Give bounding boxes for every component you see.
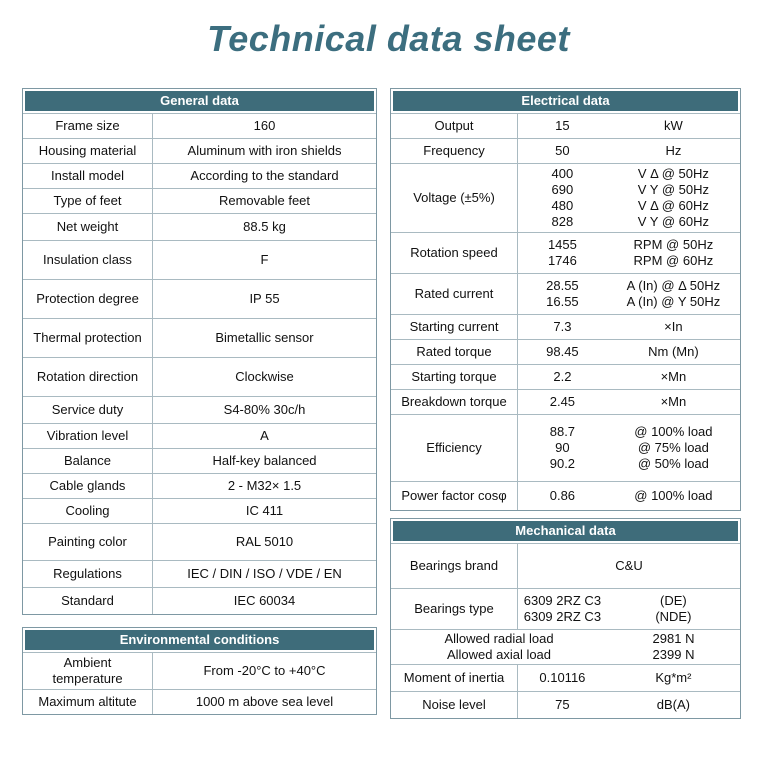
row-label: Starting torque <box>391 365 518 389</box>
row-units <box>607 593 740 625</box>
row-value-unit-group <box>518 415 740 481</box>
row-label: Voltage (±5%) <box>391 164 518 232</box>
row-value: According to the standard <box>190 168 339 183</box>
row-value: IP 55 <box>249 291 280 306</box>
row-label: Breakdown torque <box>391 390 518 414</box>
row-label: Output <box>391 114 518 138</box>
row-values <box>518 369 607 385</box>
table-row <box>391 389 740 414</box>
row-units-line: A (In) @ Y 50Hz <box>626 294 721 309</box>
row-units <box>607 369 740 385</box>
electrical-data-table <box>390 88 741 511</box>
page-title: Technical data sheet <box>207 18 570 59</box>
row-values-line: 480 <box>551 198 574 213</box>
row-values <box>518 488 607 504</box>
row-values <box>518 344 607 360</box>
row-label: Rated current <box>391 274 518 314</box>
row-units <box>607 670 740 686</box>
row-label: Net weight <box>23 214 153 240</box>
row-units <box>607 118 740 134</box>
row-values-line: 28.55 <box>546 278 579 293</box>
row-values-line: 1455 <box>547 237 577 252</box>
row-units-line: ×Mn <box>660 369 687 384</box>
table-row <box>391 163 740 232</box>
row-values <box>518 319 607 335</box>
row-values <box>518 593 607 625</box>
row-units-line: @ 50% load <box>637 456 709 471</box>
table-row <box>391 364 740 389</box>
table-row <box>391 664 740 691</box>
row-values-line: 2.2 <box>553 369 572 384</box>
table-row <box>23 560 376 587</box>
row-values-line: 828 <box>551 214 574 229</box>
row-units <box>607 630 740 664</box>
row-value: Aluminum with iron shields <box>187 143 342 158</box>
general-data-table <box>22 88 377 615</box>
table-row <box>23 213 376 240</box>
row-value-unit-group <box>518 233 740 273</box>
table-row <box>23 448 376 473</box>
row-units <box>607 237 740 269</box>
row-merged-labels-line: Allowed radial load <box>444 631 554 646</box>
row-label: Cable glands <box>23 474 153 498</box>
row-units-line: V Δ @ 50Hz <box>637 166 709 181</box>
row-label: Insulation class <box>23 241 153 279</box>
row-values-line: 0.86 <box>549 488 576 503</box>
row-units-line: 2399 N <box>652 647 695 662</box>
row-label: Bearings type <box>391 589 518 629</box>
row-value-unit-group <box>518 589 740 629</box>
row-units-line: @ 100% load <box>634 488 713 503</box>
table-row <box>23 163 376 188</box>
row-label: Regulations <box>23 561 153 587</box>
row-units-line: dB(A) <box>656 697 690 712</box>
row-label: Frame size <box>23 114 153 138</box>
table-row <box>391 113 740 138</box>
row-label: Power factor cosφ <box>391 482 518 510</box>
environmental-table-body <box>23 652 376 714</box>
row-values-line: 16.55 <box>546 294 579 309</box>
row-label: Service duty <box>23 397 153 423</box>
row-units <box>607 424 740 472</box>
row-values-line: 90.2 <box>549 456 576 471</box>
row-units-line: A (In) @ Δ 50Hz <box>626 278 721 293</box>
table-row <box>23 689 376 714</box>
row-values-line: 6309 2RZ C3 <box>523 609 602 624</box>
row-values <box>518 118 607 134</box>
table-row <box>23 652 376 689</box>
row-label: Rated torque <box>391 340 518 364</box>
row-values-line: 7.3 <box>553 319 572 334</box>
row-value-unit-group <box>518 365 740 389</box>
row-units <box>607 697 740 713</box>
row-value-unit-group <box>518 390 740 414</box>
row-units <box>607 166 740 230</box>
table-row <box>23 113 376 138</box>
row-values-line: 400 <box>551 166 574 181</box>
table-row <box>23 240 376 279</box>
row-label: Install model <box>23 164 153 188</box>
row-label: Moment of inertia <box>391 665 518 691</box>
row-label: Vibration level <box>23 424 153 448</box>
row-units <box>607 344 740 360</box>
row-values <box>518 424 607 472</box>
row-value: 88.5 kg <box>243 219 286 234</box>
row-values-line: 15 <box>555 118 570 133</box>
row-value-unit-group <box>518 340 740 364</box>
row-values-line: 1746 <box>547 253 577 268</box>
row-units <box>607 278 740 310</box>
row-value-unit-group <box>518 164 740 232</box>
table-row <box>23 396 376 423</box>
row-units-line: V Y @ 60Hz <box>637 214 710 229</box>
table-row <box>23 587 376 614</box>
row-values-line: 90 <box>555 440 570 455</box>
row-value: From -20°C to +40°C <box>203 663 326 678</box>
electrical-table-body <box>391 113 740 510</box>
row-values <box>518 278 607 310</box>
row-label: Rotation direction <box>23 358 153 396</box>
table-row <box>23 357 376 396</box>
row-values-line: 50 <box>555 143 570 158</box>
table-row <box>391 273 740 314</box>
row-values <box>518 697 607 713</box>
row-units <box>607 143 740 159</box>
row-units-line: (DE) <box>660 593 687 608</box>
table-row <box>23 318 376 357</box>
row-label: Ambient temperature <box>23 653 153 689</box>
table-row <box>391 543 740 588</box>
row-value-unit-group <box>518 274 740 314</box>
row-label: Efficiency <box>391 415 518 481</box>
table-row <box>23 473 376 498</box>
row-label: Housing material <box>23 139 153 163</box>
row-units-line: RPM @ 50Hz <box>633 237 714 252</box>
row-units-line: Hz <box>665 143 682 158</box>
row-value: S4-80% 30c/h <box>223 402 306 417</box>
table-row <box>391 691 740 718</box>
table-row <box>391 629 740 664</box>
general-table-body <box>23 113 376 614</box>
table-row <box>391 314 740 339</box>
row-value: 160 <box>253 118 276 133</box>
row-units-line: V Y @ 50Hz <box>637 182 710 197</box>
table-row <box>391 138 740 163</box>
row-merged-labels <box>391 630 607 664</box>
row-values <box>518 394 607 410</box>
table-row <box>23 138 376 163</box>
row-value: 1000 m above sea level <box>195 694 334 709</box>
row-units-line: V Δ @ 60Hz <box>637 198 709 213</box>
row-units <box>607 394 740 410</box>
table-row <box>391 481 740 510</box>
row-value: A <box>260 428 269 443</box>
row-label: Bearings brand <box>391 544 518 588</box>
table-row <box>391 414 740 481</box>
row-values-line: 88.7 <box>549 424 576 439</box>
row-units-line: ×Mn <box>660 394 687 409</box>
row-value-unit-group <box>518 665 740 691</box>
table-row <box>23 523 376 560</box>
row-units-line: Nm (Mn) <box>648 344 699 359</box>
mechanical-data-table <box>390 518 741 719</box>
row-units-line: (NDE) <box>655 609 692 624</box>
row-value: C&U <box>615 558 643 573</box>
row-label: Rotation speed <box>391 233 518 273</box>
row-units <box>607 488 740 504</box>
row-values-line: 690 <box>551 182 574 197</box>
row-value: IEC / DIN / ISO / VDE / EN <box>187 566 342 581</box>
row-label: Noise level <box>391 692 518 718</box>
table-row <box>391 339 740 364</box>
row-values <box>518 670 607 686</box>
row-value: IC 411 <box>245 503 284 518</box>
row-label: Maximum altitute <box>23 690 153 714</box>
mechanical-table-header: Mechanical data <box>393 521 738 541</box>
row-value-unit-group <box>518 692 740 718</box>
row-values-line: 6309 2RZ C3 <box>523 593 602 608</box>
general-table-header: General data <box>25 91 374 111</box>
row-value: Removable feet <box>218 193 311 208</box>
row-label: Type of feet <box>23 189 153 213</box>
electrical-table-header: Electrical data <box>393 91 738 111</box>
table-row <box>391 232 740 273</box>
row-label: Thermal protection <box>23 319 153 357</box>
row-value: Bimetallic sensor <box>215 330 314 345</box>
table-row <box>23 279 376 318</box>
row-label: Painting color <box>23 524 153 560</box>
table-row <box>391 588 740 629</box>
row-values <box>518 237 607 269</box>
row-units <box>607 319 740 335</box>
row-units-line: kW <box>664 118 683 133</box>
row-units-line: @ 100% load <box>634 424 713 439</box>
table-row <box>23 423 376 448</box>
row-value: 2 - M32× 1.5 <box>227 478 302 493</box>
row-values <box>518 143 607 159</box>
row-units-line: ×In <box>664 319 683 334</box>
row-value: Half-key balanced <box>212 453 317 468</box>
row-value: F <box>260 252 269 267</box>
row-value-unit-group <box>518 114 740 138</box>
row-value-unit-group <box>518 315 740 339</box>
table-row <box>23 498 376 523</box>
row-values <box>518 166 607 230</box>
row-label: Frequency <box>391 139 518 163</box>
row-value: IEC 60034 <box>233 593 296 608</box>
row-value: Clockwise <box>235 369 294 384</box>
mechanical-table-body <box>391 543 740 718</box>
row-merged-labels-line: Allowed axial load <box>446 647 552 662</box>
row-label: Protection degree <box>23 280 153 318</box>
row-units-line: 2981 N <box>652 631 695 646</box>
row-units-line: Kg*m² <box>655 670 692 685</box>
row-values-line: 98.45 <box>546 344 579 359</box>
row-values-line: 2.45 <box>549 394 576 409</box>
row-value-unit-group <box>518 139 740 163</box>
row-units-line: RPM @ 60Hz <box>633 253 714 268</box>
table-row <box>23 188 376 213</box>
row-label: Balance <box>23 449 153 473</box>
row-units-line: @ 75% load <box>637 440 709 455</box>
row-values-line: 0.10116 <box>539 670 586 685</box>
environmental-conditions-table <box>22 627 377 715</box>
row-value-unit-group <box>518 482 740 510</box>
row-values-line: 75 <box>555 697 570 712</box>
environmental-table-header: Environmental conditions <box>25 630 374 650</box>
row-label: Starting current <box>391 315 518 339</box>
row-label: Standard <box>23 588 153 614</box>
row-value: RAL 5010 <box>235 534 294 549</box>
row-label: Cooling <box>23 499 153 523</box>
